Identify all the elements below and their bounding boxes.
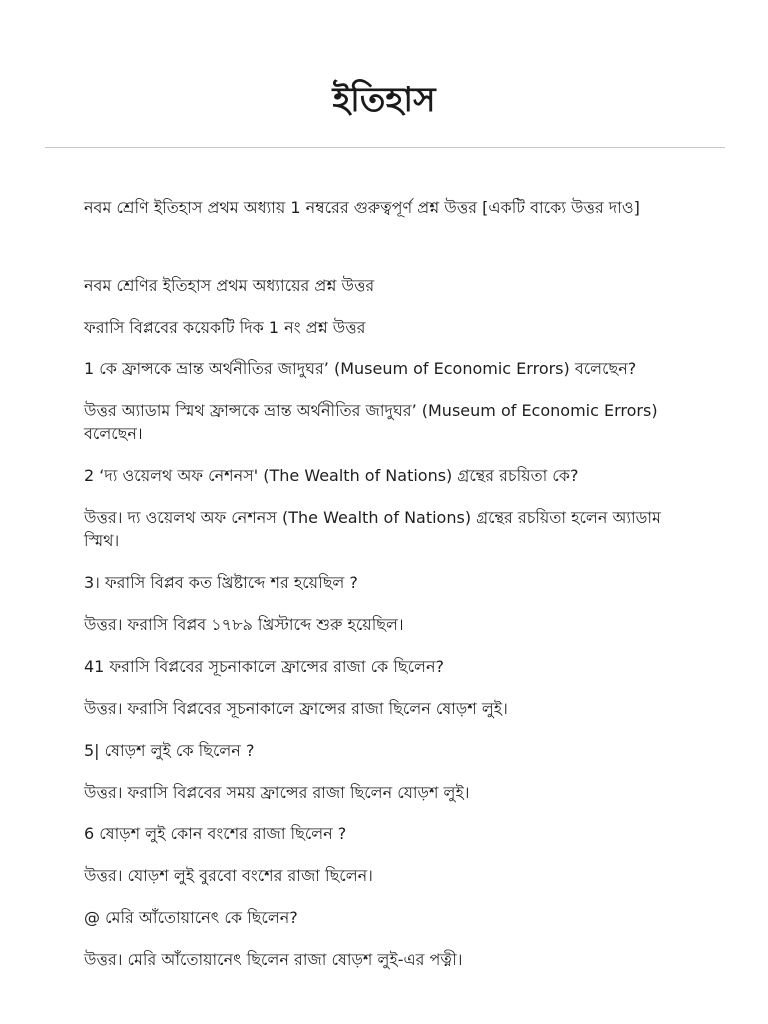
intro-paragraph: নবম শ্রেণি ইতিহাস প্রথম অধ্যায় 1 নম্বরের গুরুত্বপূর্ণ প্রশ্ন উত্তর [একটি বাক্যে উত্তর দাও] [84,198,640,217]
question-1: 1 কে ফ্রান্সকে ভ্রান্ত অর্থনীতির জাদুঘর’ (Museum of Economic Errors) বলেছেন? [84,359,637,378]
question-6: 6 ষোড়শ লুই কোন বংশের রাজা ছিলেন ? [84,824,347,843]
question-3: 3। ফরাসি বিপ্লব কত খ্রিষ্টাব্দে শর হয়েছিল ? [84,573,358,592]
question-7: @ মেরি আঁতোয়ানেৎ কে ছিলেন? [84,908,298,927]
answer-1: উত্তর অ্যাডাম স্মিথ ফ্রান্সকে ভ্রান্ত অর্থনীতির জাদুঘর’ (Museum of Economic Errors) বলেছেন। [84,401,658,443]
answer-4: উত্তর। ফরাসি বিপ্লবের সূচনাকালে ফ্রান্সের রাজা ছিলেন ষোড়শ লুই। [84,699,508,718]
answer-5: উত্তর। ফরাসি বিপ্লবের সময় ফ্রান্সের রাজা ছিলেন যোড়শ লুই। [84,783,470,802]
answer-3: উত্তর। ফরাসি বিপ্লব ১৭৮৯ খ্রিস্টাব্দে শুরু হয়েছিল। [84,615,404,634]
question-2: 2 ‘দ্য ওয়েলথ অফ নেশনস' (The Wealth of Nations) গ্রন্থের রচয়িতা কে? [84,466,579,485]
question-4: 41 ফরাসি বিপ্লবের সূচনাকালে ফ্রান্সের রাজা কে ছিলেন? [84,657,445,676]
page-title: ইতিহাস [332,80,436,120]
subsection-heading: ফরাসি বিপ্লবের কয়েকটি দিক 1 নং প্রশ্ন উত্তর [84,318,366,337]
title-divider [45,147,725,148]
section-heading: নবম শ্রেণির ইতিহাস প্রথম অধ্যায়ের প্রশ্ন উত্তর [84,276,375,295]
question-5: 5| ষোড়শ লুই কে ছিলেন ? [84,741,255,760]
answer-2: উত্তর। দ্য ওয়েলথ অফ নেশনস (The Wealth of Nations) গ্রন্থের রচয়িতা হলেন অ্যাডাম স্মিথ। [84,508,661,550]
answer-7: উত্তর। মেরি আঁতোয়ানেৎ ছিলেন রাজা ষোড়শ লুই-এর পত্নী। [84,950,463,969]
answer-6: উত্তর। যোড়শ লুই বুরবো বংশের রাজা ছিলেন। [84,866,373,885]
